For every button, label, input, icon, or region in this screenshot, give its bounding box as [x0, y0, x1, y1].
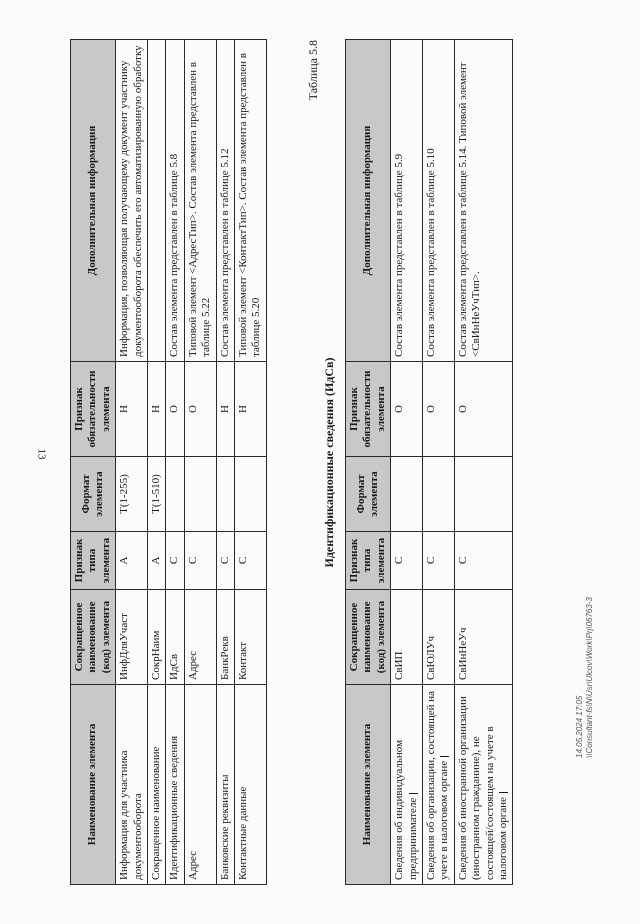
cell-format: Т(1-510) — [148, 457, 166, 532]
cell-info: Состав элемента представлен в таблице 5.10 — [423, 40, 455, 362]
cell-type: С — [184, 532, 216, 590]
header-name: Наименование элемента — [71, 685, 116, 885]
cell-type: С — [454, 532, 513, 590]
cell-name-text: Сведения об иностранной организации (иностранном гражданине), не состоящей/состоящем на учете в налоговом органе — [456, 696, 510, 880]
cell-format — [391, 457, 423, 532]
table-row — [216, 40, 234, 885]
cell-code: СокрНаим — [148, 590, 166, 685]
cell-info: Состав элемента представлен в таблице 5.9 — [391, 40, 423, 362]
cell-required: Н — [148, 362, 166, 457]
cell-required: О — [184, 362, 216, 457]
table-header-row — [71, 40, 116, 885]
cell-required: Н — [216, 362, 234, 457]
cell-name: Контактные данные — [235, 685, 267, 885]
cell-info: Состав элемента представлен в таблице 5.14. Типовой элемент <СвИнНеУчТип>. — [454, 40, 513, 362]
table-elements — [70, 39, 267, 885]
cell-name — [454, 685, 513, 885]
table-row — [423, 40, 455, 885]
change-mark — [440, 756, 449, 757]
header-format: Формат элемента — [346, 457, 391, 532]
cell-required: О — [423, 362, 455, 457]
cell-info: Типовой элемент <КонтактТип>. Состав элемента представлен в таблице 5.20 — [235, 40, 267, 362]
header-type: Признак типа элемента — [71, 532, 116, 590]
cell-format — [216, 457, 234, 532]
cell-type: С — [423, 532, 455, 590]
cell-name: Банковские реквизиты — [216, 685, 234, 885]
cell-code: Контакт — [235, 590, 267, 685]
cell-type: С — [235, 532, 267, 590]
cell-name: Информация для участника документооборота — [116, 685, 148, 885]
cell-info: Состав элемента представлен в таблице 5.12 — [216, 40, 234, 362]
cell-info: Типовой элемент <АдресТип>. Состав элемента представлен в таблице 5.22 — [184, 40, 216, 362]
change-mark — [499, 792, 508, 793]
table-label: Таблица 5.8 — [306, 40, 320, 101]
table-row — [116, 40, 148, 885]
page-number: 13 — [35, 448, 48, 460]
cell-type: А — [148, 532, 166, 590]
cell-type: А — [116, 532, 148, 590]
cell-type: С — [166, 532, 184, 590]
header-info: Дополнительная информация — [346, 40, 391, 362]
cell-code: ИдСв — [166, 590, 184, 685]
cell-required: Н — [235, 362, 267, 457]
table-header-row — [346, 40, 391, 885]
cell-name-text: Сведения об индивидуальном предпринимателе — [393, 739, 419, 880]
cell-code: СвИП — [391, 590, 423, 685]
stamp-date: 14.05.2024 17:05 — [575, 695, 584, 758]
header-code: Сокращенное наименование (код) элемента — [346, 590, 391, 685]
table-row — [235, 40, 267, 885]
cell-name-text: Сведения об организации, состоящей на учете в налоговом органе — [425, 691, 451, 880]
cell-required: О — [454, 362, 513, 457]
cell-code: СвЮЛУч — [423, 590, 455, 685]
cell-format — [454, 457, 513, 532]
cell-code: Адрес — [184, 590, 216, 685]
cell-code: БанкРекв — [216, 590, 234, 685]
cell-format — [184, 457, 216, 532]
cell-name: Адрес — [184, 685, 216, 885]
table-caption: Идентификационные сведения (ИдСв) — [322, 357, 336, 568]
cell-format — [235, 457, 267, 532]
table-row — [148, 40, 166, 885]
table-row — [184, 40, 216, 885]
header-name: Наименование элемента — [346, 685, 391, 885]
cell-info — [148, 40, 166, 362]
cell-code: ИнфДляУчаст — [116, 590, 148, 685]
cell-format — [166, 457, 184, 532]
header-info: Дополнительная информация — [71, 40, 116, 362]
cell-required: О — [166, 362, 184, 457]
footer-stamp — [575, 597, 594, 758]
cell-format — [423, 457, 455, 532]
table-row — [391, 40, 423, 885]
cell-type: С — [391, 532, 423, 590]
table-row — [454, 40, 513, 885]
header-format: Формат элемента — [71, 457, 116, 532]
cell-info: Состав элемента представлен в таблице 5.8 — [166, 40, 184, 362]
cell-name — [423, 685, 455, 885]
table-identification — [345, 39, 513, 885]
change-mark — [409, 793, 418, 794]
cell-type: С — [216, 532, 234, 590]
stamp-path: \\Consultant-fs\N\Usr\Ulcov\Work\Prj\06763-3 — [584, 597, 594, 758]
cell-info: Информация, позволяющая получающему документ участнику документооборота обеспечить его автоматизированную обработку — [116, 40, 148, 362]
cell-required: О — [391, 362, 423, 457]
table-row — [166, 40, 184, 885]
cell-name: Сокращенное наименование — [148, 685, 166, 885]
cell-name — [391, 685, 423, 885]
cell-code: СвИнНеУч — [454, 590, 513, 685]
rotated-content — [70, 40, 590, 885]
cell-required: Н — [116, 362, 148, 457]
cell-name: Идентификационные сведения — [166, 685, 184, 885]
header-required: Признак обязательности элемента — [346, 362, 391, 457]
header-code: Сокращенное наименование (код) элемента — [71, 590, 116, 685]
cell-format: Т(1-255) — [116, 457, 148, 532]
header-type: Признак типа элемента — [346, 532, 391, 590]
header-required: Признак обязательности элемента — [71, 362, 116, 457]
